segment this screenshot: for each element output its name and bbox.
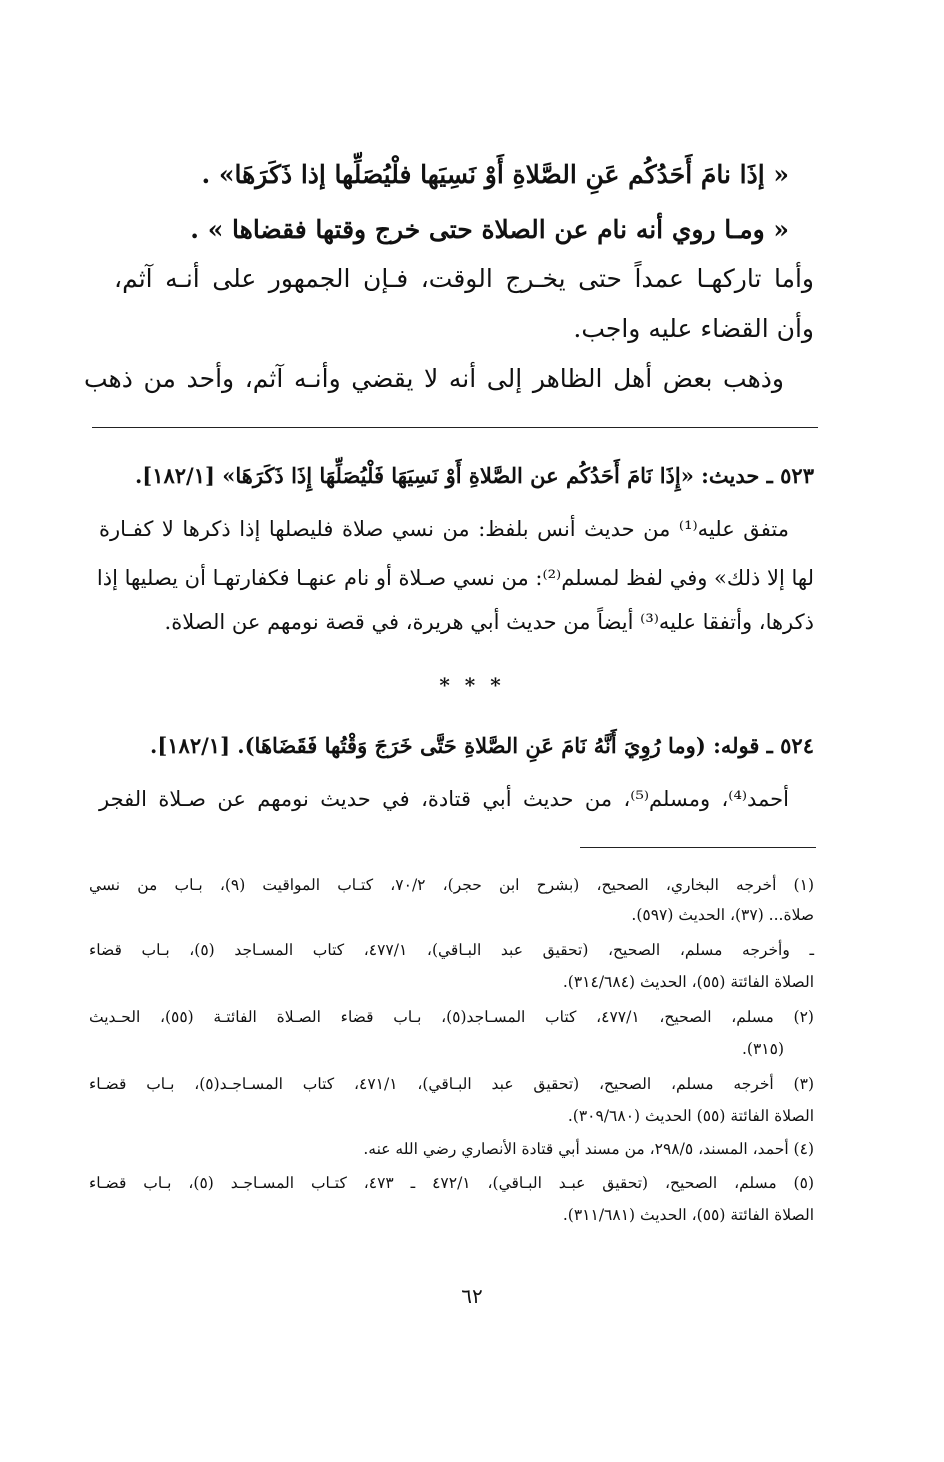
footnote-5a: (٥) مسلم، الصحيح، (تحقيق عبـد البـاقي)، ٤٧٢/١ ـ ٤٧٣، كتـاب المسـاجـد (٥)، بـاب قضـاء (89, 1174, 814, 1192)
commentary-line-4: أحمد⁽⁴⁾، ومسلم⁽⁵⁾، من حديث أبي قتادة، في حديث نومهم عن صـلاة الفجر (99, 787, 789, 811)
main-line-5: وذهب بعض أهل الظاهر إلى أنه لا يقضي وأنـه آثم، وأحد من ذهب (84, 364, 784, 393)
main-line-3: وأما تاركهـا عمداً حتى يخـرج الوقت، فـإن الجمهور على أنـه آثم، (114, 264, 814, 293)
footnote-2a: (٢) مسلم، الصحيح، ٤٧٧/١، كتاب المسـاجد(٥)، بـاب قضاء الصـلاة الفائتـة (٥٥)، الحـديث (89, 1008, 814, 1026)
main-line-narration-quote: « ومـا روي أنه نام عن الصلاة حتى خرج وقتها فقضاها » . (190, 215, 789, 244)
footnote-rule (580, 847, 816, 848)
commentary-line-2: لها إلا ذلك» وفي لفظ لمسلم⁽²⁾: من نسي صـلاة أو نام عنهـا فكفارتهـا أن يصليها إذا (96, 566, 814, 590)
footnote-1a: (١) أخرجه البخاري، الصحيح، (بشرح ابن حجر)، ٧٠/٢، كتـاب المواقيت (٩)، بـاب من نسي (89, 876, 814, 894)
section-stars: * * * (439, 673, 505, 697)
heading-523: ٥٢٣ ـ حديث: «إِذَا نَامَ أَحَدُكُم عن الصَّلاةِ أَوْ نَسِيَهَا فَلْيُصَلِّهَا إِذَا ذَكَرَهَا» [١٨٢/١]. (134, 463, 814, 488)
footnote-4a: (٤) أحمد، المسند، ٢٩٨/٥، من مسند أبي قتادة الأنصاري رضي الله عنه. (363, 1140, 814, 1158)
footnote-3a: (٣) أخرجه مسلم، الصحيح، (تحقيق عبد البـاقي)، ٤٧١/١، كتاب المسـاجـد(٥)، بـاب قضـاء (89, 1075, 814, 1093)
footnote-1d: الصلاة الفائتة (٥٥)، الحديث (٣١٤/٦٨٤). (562, 973, 814, 991)
commentary-line-3: ذكرها، وأتفقا عليه⁽³⁾ أيضاً من حديث أبي هريرة، في قصة نومهم عن الصلاة. (164, 610, 814, 634)
footnote-5b: الصلاة الفائتة (٥٥)، الحديث (٣١١/٦٨١). (562, 1206, 814, 1224)
heading-524: ٥٢٤ ـ قوله: (وما رُوِيَ أَنَّهُ نَامَ عَنِ الصَّلاةِ حَتَّى خَرَجَ وَقْتُها فَقَضَاهَا). [١٨٢/١]. (150, 733, 814, 758)
main-line-hadith-quote: « إذَا نامَ أَحَدُكُم عَنِ الصَّلاةِ أَوْ نَسِيَها فلْيُصَلِّها إذا ذَكَرَهَا» . (201, 160, 789, 189)
footnote-2b: (٣١٥). (741, 1040, 784, 1058)
footnote-1c: ـ وأخرجه مسلم، الصحيح، (تحقيق عبد البـاقي)، ٤٧٧/١، كتاب المسـاجد (٥)، بـاب قضاء (89, 941, 815, 959)
page-number: ٦٢ (461, 1284, 483, 1308)
footnote-1b: صلاة... (٣٧)، الحديث (٥٩٧). (631, 906, 814, 924)
separator-rule (92, 427, 818, 428)
main-line-4: وأن القضاء عليه واجب. (573, 314, 814, 343)
commentary-line-1: متفق عليه⁽¹⁾ من حديث أنس بلفظ: من نسي صلاة فليصلها إذا ذكرها لا كفـارة (99, 517, 789, 541)
footnote-3b: الصلاة الفائتة (٥٥) الحديث (٣٠٩/٦٨٠). (567, 1107, 814, 1125)
